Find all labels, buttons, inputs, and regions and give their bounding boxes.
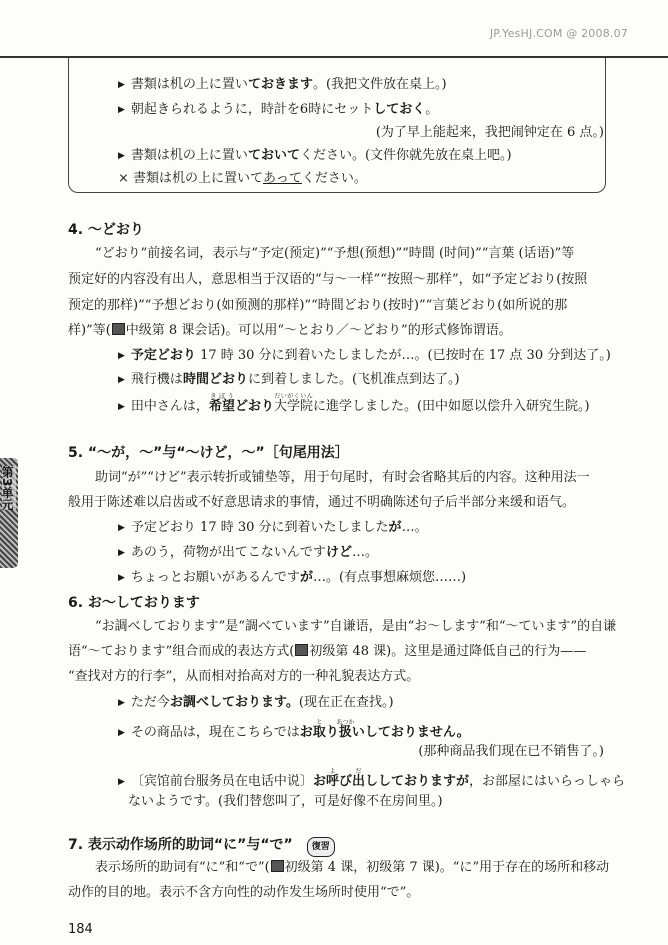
text-line	[68, 322, 512, 340]
emphasis-text: お	[312, 774, 326, 789]
emphasis-text: が	[388, 520, 402, 535]
text-segment: ただ今	[130, 695, 170, 710]
bullet-triangle-icon: ▶	[118, 728, 125, 738]
text-line	[95, 859, 609, 877]
emphasis-text: しておく	[373, 102, 426, 117]
text-segment: 〔宾馆前台服务员在电话中说〕	[130, 774, 313, 789]
furigana: よ	[325, 768, 339, 775]
text-segment: 6. お～しております	[68, 595, 200, 611]
text-segment: (那种商品我们现在已不销售了。)	[418, 744, 604, 759]
text-line	[68, 271, 587, 289]
furigana: だいがくいん	[273, 393, 313, 400]
text-segment: ちょっとお願いがあるんです	[130, 570, 300, 585]
text-segment: に到着しました。(飞机准点到达了。)	[247, 372, 460, 387]
section-heading	[68, 594, 200, 612]
text-segment: 。	[425, 102, 439, 117]
text-line	[128, 793, 443, 811]
text-segment: 5. “～が，～”与“～けど，～”［句尾用法］	[68, 445, 349, 461]
emphasis-text: ておいて	[247, 148, 300, 163]
ruby-base: 取	[312, 725, 326, 740]
text-segment: …。	[401, 520, 428, 535]
emphasis-text: どおり	[234, 399, 274, 414]
text-segment: …。	[351, 545, 378, 560]
text-segment: 。(我把文件放在桌上。)	[312, 77, 447, 92]
text-line	[118, 170, 367, 188]
example-sentence	[118, 393, 590, 416]
text-segment: 预定好的内容没有出人，意思相当于汉语的“与～一样”“按照～那样”，如“予定どおり(按照	[68, 272, 588, 287]
text-segment: ください。	[301, 171, 367, 186]
example-sentence	[118, 101, 438, 119]
ruby-base: 大学院	[273, 399, 313, 414]
book-reference-icon	[112, 323, 125, 335]
example-sentence	[118, 147, 512, 165]
text-segment: 中级第 8 课会话)。可以用“～とおり／～どおり”的形式修饰谓语。	[125, 323, 512, 338]
emphasis-text: いしておりません。	[351, 725, 470, 740]
emphasis-text: 時間どおり	[182, 372, 248, 387]
text-segment: 田中さんは，	[130, 399, 209, 414]
page-number: 184	[68, 922, 93, 937]
ruby-base: 出	[351, 774, 365, 789]
text-line	[68, 297, 567, 315]
text-segment: 预定的那样)”“予想どおり(如预测的那样)”“時間どおり(按时)”“言葉どおり(如所说的那	[68, 298, 568, 313]
text-line	[376, 124, 604, 142]
text-segment: × 書類は机の上に置いて	[118, 171, 264, 186]
watermark-header: JP.YesHJ.COM @ 2008.07	[489, 27, 628, 40]
emphasis-text: び	[338, 774, 352, 789]
unit-side-tab	[0, 458, 18, 568]
emphasis-text: ししておりますが	[365, 774, 470, 789]
bullet-triangle-icon: ▶	[118, 777, 125, 787]
bullet-triangle-icon: ▶	[118, 402, 125, 412]
emphasis-text: り	[325, 725, 339, 740]
example-sentence	[118, 347, 611, 365]
text-line	[95, 469, 590, 487]
bullet-triangle-icon: ▶	[118, 573, 125, 583]
bullet-triangle-icon: ▶	[118, 151, 125, 161]
text-segment: “どおり”前接名词，表示与“予定(预定)”“予想(预想)”“時間 (时间)”“言葉 (话语)”等	[95, 246, 575, 261]
text-line	[95, 618, 616, 636]
text-line	[68, 643, 586, 661]
emphasis-text: が	[299, 570, 313, 585]
text-segment: 飛行機は	[130, 372, 183, 387]
text-segment: に進学しました。(田中如愿以偿升入研究生院。)	[312, 399, 590, 414]
text-segment: (为了早上能起来，我把闹钟定在 6 点。)	[375, 125, 604, 140]
bullet-triangle-icon: ▶	[118, 698, 125, 708]
ruby-word	[312, 719, 326, 740]
text-segment: 初级第 48 课)。这里是通过降低自己的行为——	[309, 644, 587, 659]
bullet-triangle-icon: ▶	[118, 375, 125, 385]
bullet-triangle-icon: ▶	[118, 548, 125, 558]
section-heading	[68, 444, 349, 462]
example-sentence	[118, 76, 447, 94]
text-segment: 表示场所的助词有“に”和“で”(	[95, 860, 270, 875]
example-sentence	[118, 569, 466, 587]
example-sentence	[118, 719, 470, 742]
text-segment: 助词“が”“けど”表示转折或铺垫等，用于句尾时，有时会省略其后的内容。这种用法一	[95, 470, 590, 485]
text-segment: 書類は机の上に置い	[130, 148, 248, 163]
emphasis-text: ておきます	[247, 77, 313, 92]
text-segment: あって	[263, 171, 302, 186]
ruby-base: 呼	[325, 774, 339, 789]
text-line	[68, 494, 575, 512]
book-reference-icon	[295, 644, 308, 656]
review-badge: 復習	[307, 837, 335, 857]
text-line	[68, 668, 419, 686]
text-segment: ください。(文件你就先放在桌上吧。)	[299, 148, 512, 163]
ruby-word	[336, 719, 355, 740]
text-segment: 般用于陈述难以启齿或不好意思请求的事情，通过不明确陈述句子后半部分来缓和语气。	[68, 495, 576, 510]
text-line	[418, 743, 604, 761]
text-segment: …。(有点事想麻烦您……)	[312, 570, 467, 585]
ruby-base: 扱	[336, 725, 355, 740]
book-reference-icon	[271, 860, 284, 872]
section-heading	[68, 836, 335, 857]
ruby-base: 希望	[208, 399, 235, 414]
text-line	[68, 884, 419, 902]
bullet-triangle-icon: ▶	[118, 351, 125, 361]
unit-label: 第3单元	[0, 466, 14, 511]
bullet-triangle-icon: ▶	[118, 80, 125, 90]
emphasis-text: お調べしております。	[169, 695, 299, 710]
text-segment: ，お部屋にはいらっしゃら	[469, 774, 626, 789]
text-segment: その商品は，現在こちらでは	[130, 725, 300, 740]
text-segment: 7. 表示动作场所的助词“に”与“で”	[68, 837, 293, 853]
emphasis-text: 予定どおり	[130, 348, 196, 363]
text-segment: 予定どおり 17 時 30 分に到着いたしました	[130, 520, 389, 535]
furigana: きぼう	[208, 393, 235, 400]
example-sentence	[118, 544, 378, 562]
ruby-word	[273, 393, 313, 414]
emphasis-text: お	[299, 725, 313, 740]
ruby-word	[325, 768, 339, 789]
text-segment: 动作的目的地。表示不含方向性的动作发生场所时使用“で”。	[68, 885, 420, 900]
bullet-triangle-icon: ▶	[118, 523, 125, 533]
furigana: と	[312, 719, 326, 726]
text-segment: 样)”等(	[68, 323, 111, 338]
text-segment: “お調べしております”是“調べています”自谦语，是由“お～します”和“～ています”的自谦	[95, 619, 617, 634]
text-segment: “查找对方的行李”，从而相对抬高对方的一种礼貌表达方式。	[68, 669, 420, 684]
text-segment: 语“～ております”组合而成的表达方式(	[68, 644, 295, 659]
text-segment: 朝起きられるように，時計を6時にセット	[130, 102, 374, 117]
emphasis-text: けど	[325, 545, 352, 560]
text-segment: ないようです。(我们替您叫了，可是好像不在房间里。)	[128, 794, 443, 809]
ruby-word	[351, 768, 365, 789]
example-sentence	[118, 768, 625, 791]
example-sentence	[118, 519, 428, 537]
section-heading	[68, 221, 144, 239]
ruby-word	[208, 393, 235, 414]
example-sentence	[118, 694, 394, 712]
text-segment: 4. ～どおり	[68, 222, 144, 238]
furigana: だ	[351, 768, 365, 775]
example-sentence	[118, 371, 460, 389]
bullet-triangle-icon: ▶	[118, 105, 125, 115]
furigana: あつか	[336, 719, 355, 726]
text-line	[95, 245, 574, 263]
text-segment: 初级第 4 课，初级第 7 课)。“に”用于存在的场所和移动	[284, 860, 610, 875]
text-segment: (现在正在查找。)	[298, 695, 394, 710]
text-segment: 17 時 30 分に到着いたしましたが…。(已按时在 17 点 30 分到达了。)	[195, 348, 611, 363]
text-segment: あのう，荷物が出てこないんです	[130, 545, 326, 560]
text-segment: 書類は机の上に置い	[130, 77, 248, 92]
